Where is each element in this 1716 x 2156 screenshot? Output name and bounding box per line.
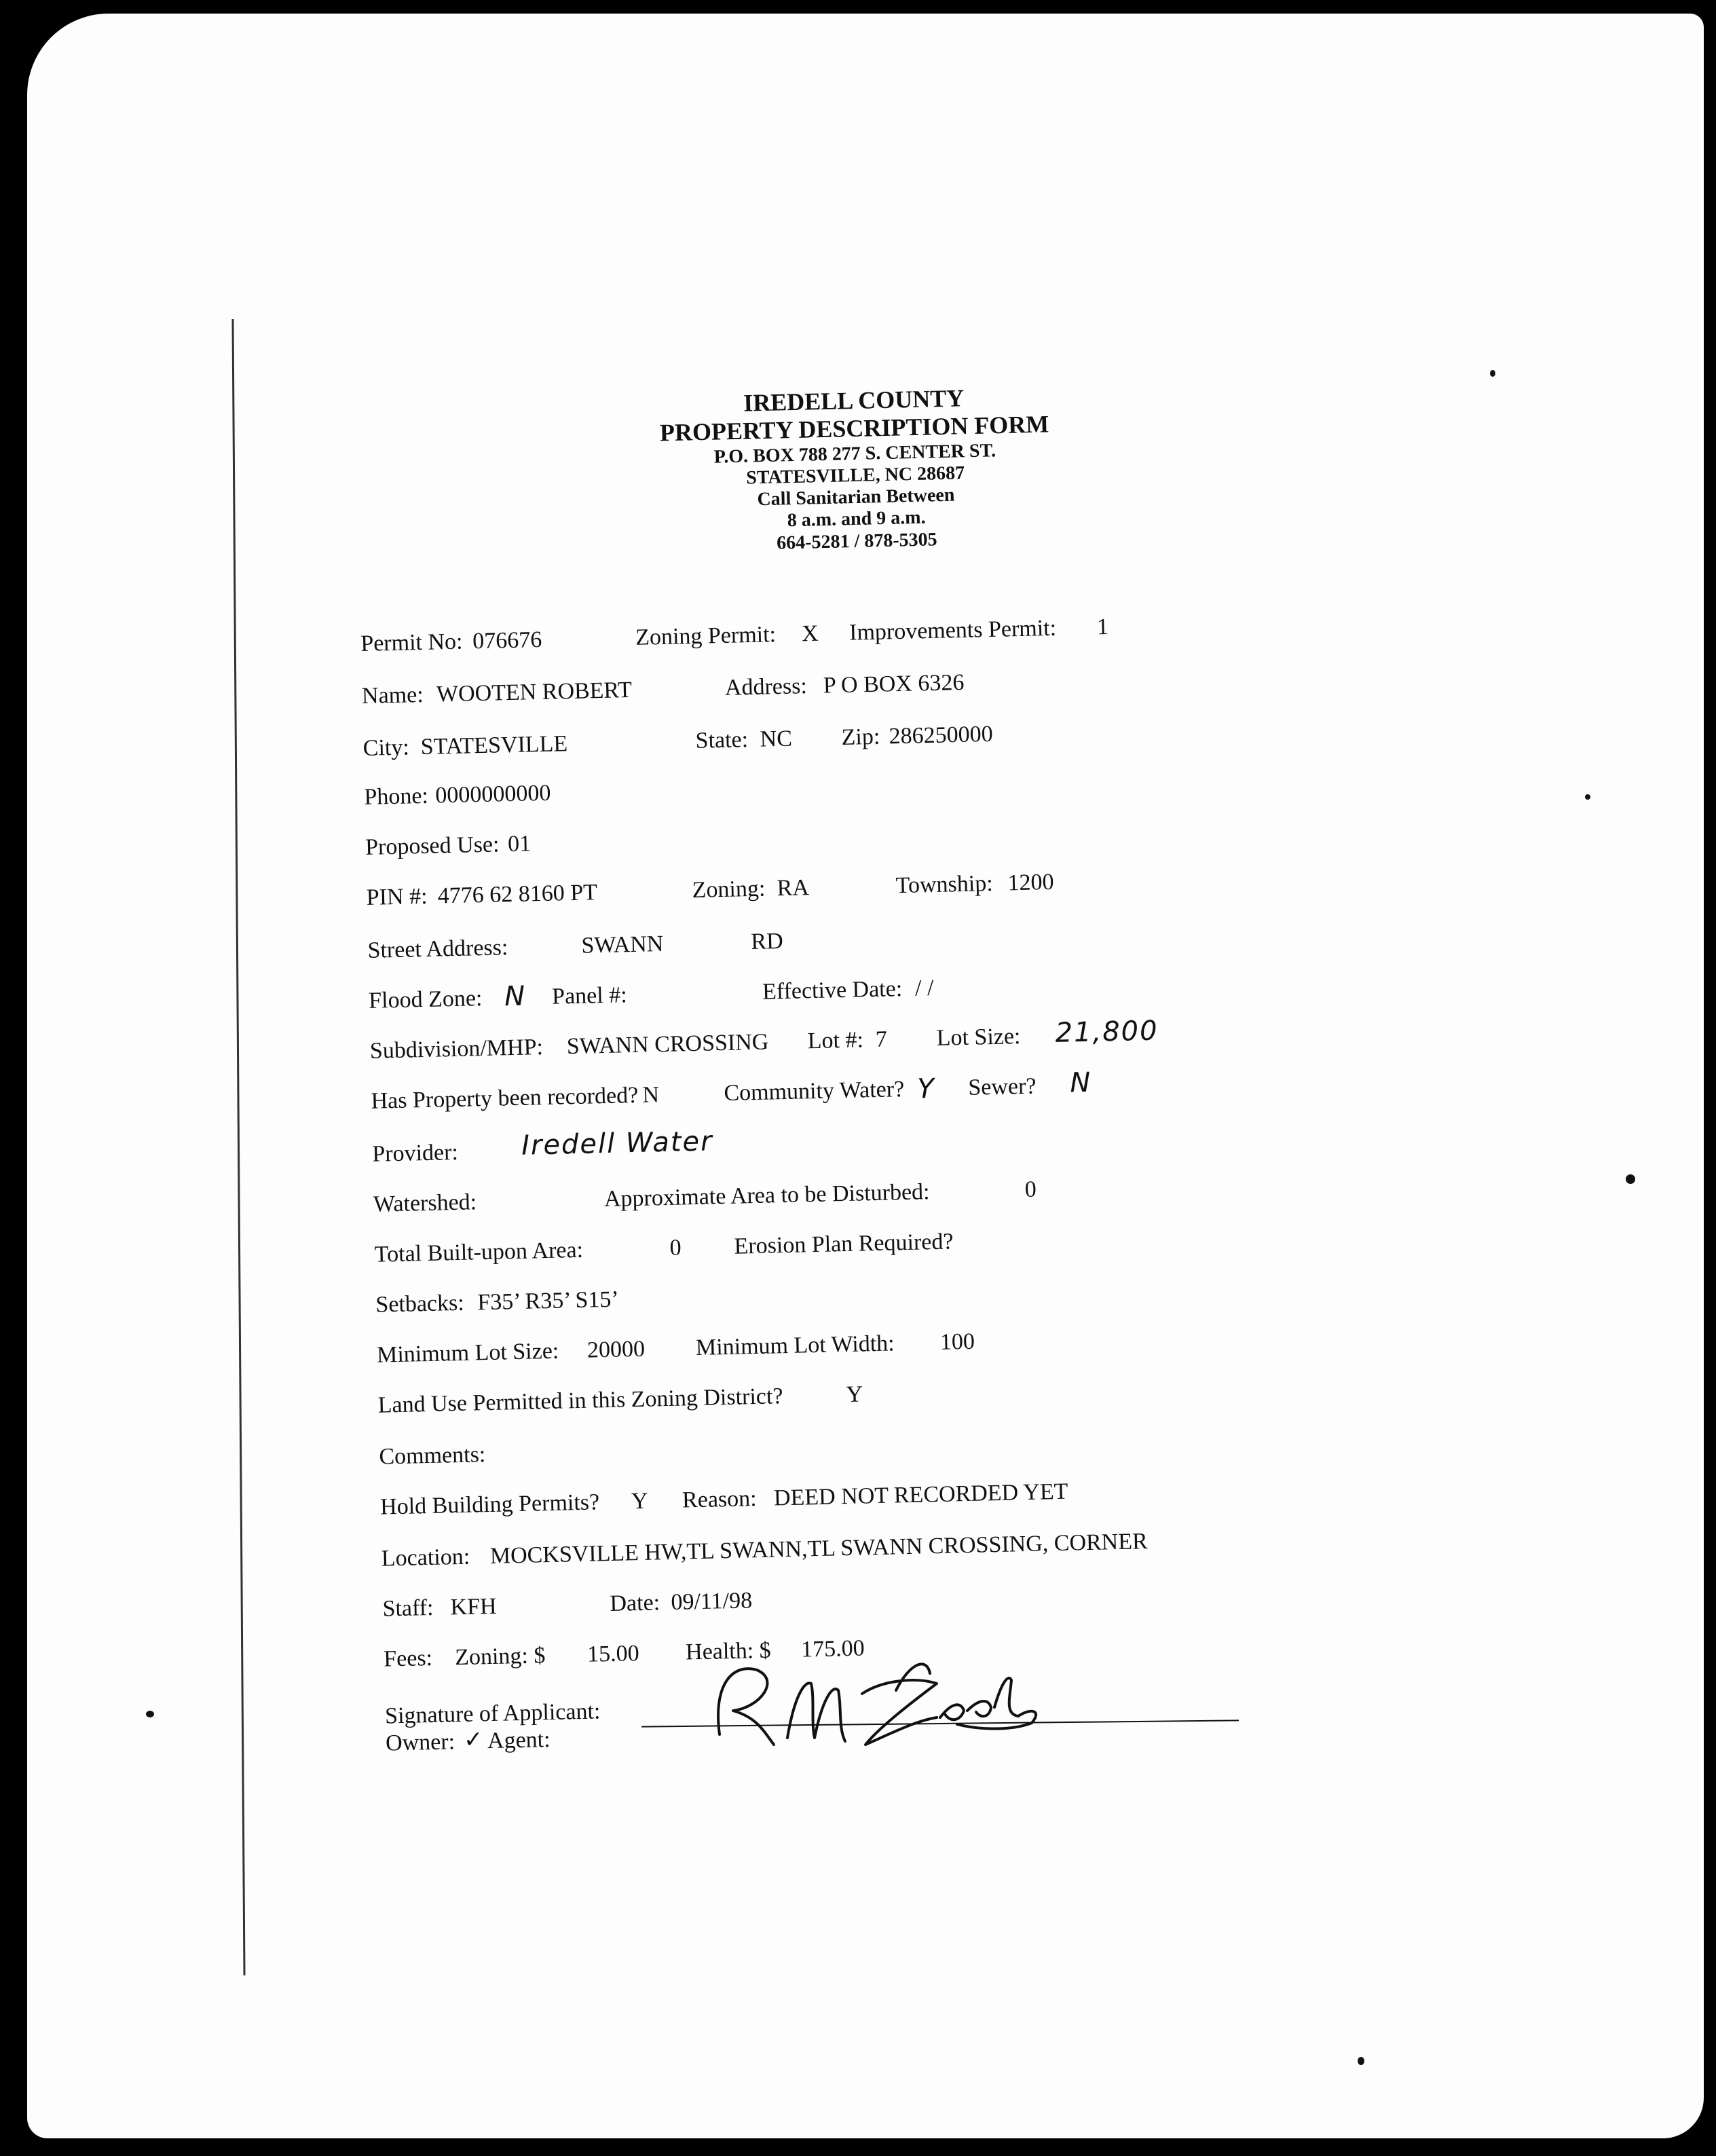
health-fee-label: Health: $: [685, 1637, 772, 1665]
zoning-value: RA: [777, 875, 810, 902]
street-name-value: SWANN: [581, 931, 664, 959]
pin-label: PIN #:: [366, 883, 428, 910]
watershed-label: Watershed:: [373, 1189, 477, 1217]
permit-no-value: 076676: [472, 627, 542, 654]
built-upon-label: Total Built-upon Area:: [374, 1237, 584, 1267]
township-value: 1200: [1007, 869, 1054, 896]
applicant-signature: [692, 1643, 1045, 1758]
subdivision-label: Subdivision/MHP:: [369, 1035, 544, 1064]
pin-value: 4776 62 8160 PT: [437, 880, 598, 909]
zoning-fee-label: Zoning: $: [454, 1643, 546, 1671]
scan-speck: [1490, 370, 1495, 377]
call-instruction: Call Sanitarian Between: [757, 484, 955, 510]
min-lot-width-label: Minimum Lot Width:: [695, 1331, 895, 1361]
recorded-label: Has Property been recorded?: [371, 1082, 639, 1114]
zoning-permit-label: Zoning Permit:: [635, 622, 777, 650]
area-disturbed-label: Approximate Area to be Disturbed:: [603, 1179, 930, 1212]
recorded-value: N: [642, 1082, 660, 1108]
form-header: [643, 382, 1067, 557]
agent-label: Agent:: [487, 1727, 551, 1754]
permit-no-label: Permit No:: [360, 629, 463, 656]
improvements-permit-label: Improvements Permit:: [848, 615, 1057, 646]
street-type-value: RD: [751, 928, 784, 955]
name-label: Name:: [361, 682, 424, 709]
scan-speck: [1358, 2057, 1364, 2065]
lot-no-value: 7: [875, 1026, 888, 1052]
zip-label: Zip:: [841, 724, 880, 750]
proposed-use-label: Proposed Use:: [365, 832, 500, 860]
hold-permits-value: Y: [631, 1488, 649, 1514]
erosion-label: Erosion Plan Required?: [734, 1229, 954, 1259]
staff-value: KFH: [450, 1593, 497, 1620]
address-label: Address:: [724, 673, 808, 701]
hold-permits-label: Hold Building Permits?: [379, 1489, 600, 1520]
zoning-fee-value: 15.00: [586, 1641, 640, 1667]
panel-label: Panel #:: [551, 982, 628, 1009]
lot-size-value: 21,800: [1055, 1015, 1159, 1049]
subdivision-value: SWANN CROSSING: [566, 1029, 769, 1060]
improvements-permit-value: 1: [1096, 614, 1109, 640]
county-title: IREDELL COUNTY: [743, 384, 965, 417]
proposed-use-value: 01: [507, 831, 531, 857]
location-value: MOCKSVILLE HW,TL SWANN,TL SWANN CROSSING, CORNER: [489, 1529, 1149, 1569]
city-value: STATESVILLE: [420, 731, 568, 760]
community-water-label: Community Water?: [724, 1076, 905, 1107]
zoning-permit-value: X: [801, 620, 819, 647]
built-upon-value: 0: [669, 1235, 682, 1261]
address-value: P O BOX 6326: [823, 669, 965, 699]
phone-value: 0000000000: [435, 780, 551, 809]
community-water-value: Y: [916, 1073, 936, 1105]
flood-zone-value: N: [504, 980, 527, 1013]
setbacks-label: Setbacks:: [375, 1290, 465, 1318]
land-use-value: Y: [846, 1381, 863, 1408]
lot-size-label: Lot Size:: [936, 1024, 1021, 1051]
phone-label: Phone:: [364, 783, 429, 810]
provider-label: Provider:: [371, 1139, 459, 1167]
location-label: Location:: [381, 1544, 470, 1572]
street-address-label: Street Address:: [367, 935, 508, 963]
setbacks-value: F35’ R35’ S15’: [477, 1286, 620, 1316]
name-value: WOOTEN ROBERT: [436, 677, 633, 707]
office-city: STATESVILLE, NC 28687: [745, 462, 965, 489]
effective-date-label: Effective Date:: [762, 976, 903, 1005]
state-label: State:: [695, 727, 749, 754]
signature-label: Signature of Applicant:: [384, 1698, 601, 1729]
min-lot-width-value: 100: [939, 1328, 975, 1355]
min-lot-size-label: Minimum Lot Size:: [376, 1338, 559, 1368]
office-address: P.O. BOX 788 277 S. CENTER ST.: [713, 440, 996, 468]
sewer-label: Sewer?: [967, 1073, 1037, 1100]
call-hours: 8 a.m. and 9 a.m.: [787, 507, 926, 532]
effective-date-value: / /: [914, 975, 934, 1001]
scan-speck: [1626, 1174, 1635, 1184]
form-title: PROPERTY DESCRIPTION FORM: [659, 410, 1049, 447]
zoning-label: Zoning:: [692, 876, 766, 903]
scan-speck: [1585, 794, 1590, 800]
provider-value: Iredell Water: [521, 1126, 714, 1161]
min-lot-size-value: 20000: [586, 1336, 646, 1363]
sewer-value: N: [1069, 1066, 1092, 1099]
owner-check-mark: ✓: [463, 1727, 483, 1753]
state-value: NC: [760, 726, 793, 752]
scan-speck: [146, 1711, 154, 1717]
staff-label: Staff:: [382, 1595, 434, 1622]
date-value: 09/11/98: [671, 1588, 753, 1615]
city-label: City:: [362, 735, 410, 761]
health-fee-value: 175.00: [800, 1635, 865, 1662]
reason-value: DEED NOT RECORDED YET: [773, 1479, 1068, 1511]
owner-label: Owner:: [385, 1729, 455, 1756]
comments-label: Comments:: [379, 1442, 486, 1470]
date-label: Date:: [610, 1590, 660, 1617]
office-phones: 664-5281 / 878-5305: [776, 528, 937, 554]
document-page: [27, 14, 1704, 2138]
land-use-label: Land Use Permitted in this Zoning District?: [377, 1383, 783, 1418]
fees-label: Fees:: [383, 1645, 433, 1672]
area-disturbed-value: 0: [1024, 1176, 1037, 1202]
zip-value: 286250000: [889, 721, 994, 749]
lot-no-label: Lot #:: [807, 1027, 864, 1054]
township-label: Township:: [895, 870, 994, 899]
flood-zone-label: Flood Zone:: [368, 986, 483, 1014]
reason-label: Reason:: [682, 1486, 758, 1513]
